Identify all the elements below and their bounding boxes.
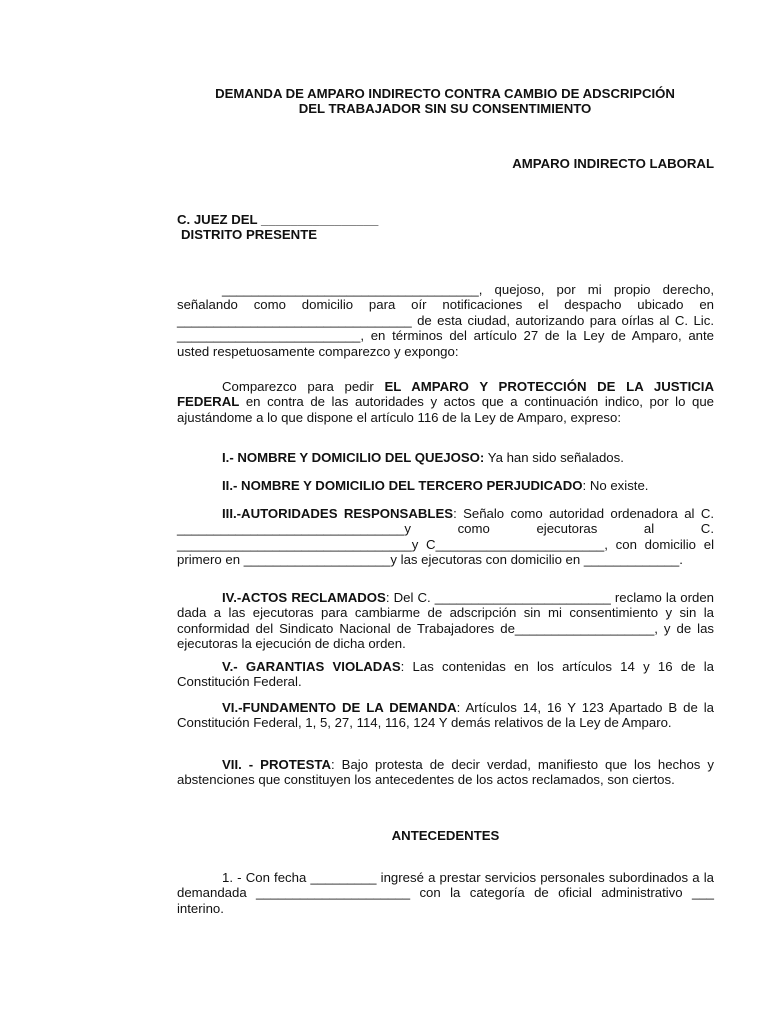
section-1 [177,450,714,465]
section-2 [177,478,714,493]
section-6 [177,700,714,731]
section-5 [177,659,714,690]
addressee-line-2: DISTRITO PRESENTE [181,227,318,243]
section-6-text: : Artículos 14, 16 Y 123 Apartado B de la Constitución Federal, 1, 5, 27, 114, 116, 124 Y demás relativos de la Ley de Amparo. [177,700,714,731]
intro-paragraph: ___________________________________, quejoso, por mi propio derecho, señalando como domicilio para oír notificaciones el despacho ubicado en ________________________________ de esta ciudad, autorizando para oírlas al C. Lic. _________________________, en términos del artículo 27 de la Ley de Amparo, ante usted respetuosamente comparezco y expongo: [177,282,714,359]
section-7 [177,757,714,788]
section-5-label: V.- GARANTIAS VIOLADAS [222,659,401,674]
title-line-1: DEMANDA DE AMPARO INDIRECTO CONTRA CAMBIO DE ADSCRIPCIÓN [215,86,675,101]
section-7-text: : Bajo protesta de decir verdad, manifiesto que los hechos y abstenciones que constituyen los antecedentes de los actos reclamados, son ciertos. [177,757,714,788]
section-3-label: III.-AUTORIDADES RESPONSABLES [222,506,454,521]
document-subtitle: AMPARO INDIRECTO LABORAL [512,156,714,171]
antecedente-1: 1. - Con fecha _________ ingresé a prestar servicios personales subordinados a la demandada _____________________ con la categoría de oficial administrativo ___ interino. [177,870,714,916]
section-2-label: II.- NOMBRE Y DOMICILIO DEL TERCERO PERJUDICADO [222,478,583,493]
section-4 [177,590,714,652]
section-4-text: : Del C. ________________________ reclamo la orden dada a las ejecutoras para cambiarme de adscripción sin mi consentimiento y sin la conformidad del Sindicato Nacional de Trabajadores de___________________, y de las ejecutoras la ejecución de dicha orden. [177,590,714,652]
section-4-label: IV.-ACTOS RECLAMADOS [222,590,386,605]
addressee [177,212,714,243]
section-6-label: VI.-FUNDAMENTO DE LA DEMANDA [222,700,457,715]
section-5-text: : Las contenidas en los artículos 14 y 16 de la Constitución Federal. [177,659,714,690]
request-paragraph [177,379,714,425]
title-line-2: DEL TRABAJADOR SIN SU CONSENTIMIENTO [298,101,592,116]
antecedentes-heading: ANTECEDENTES [391,828,500,843]
section-1-label: I.- NOMBRE Y DOMICILIO DEL QUEJOSO: [222,450,485,465]
addressee-line-1: C. JUEZ DEL ________________ [177,212,379,227]
section-3 [177,506,714,568]
section-3-text: : Señalo como autoridad ordenadora al C. _______________________________y como ejecutoras al C. ________________________________y C_______________________, con domicilio el primero en ____________________y las ejecutoras con domicilio en _____________. [177,506,715,568]
request-post: en contra de las autoridades y actos que a continuación indico, por lo que ajustándome a lo que dispone el artículo 116 de la Ley de Amparo, expreso: [177,394,714,425]
section-1-text: Ya han sido señalados. [484,450,624,465]
request-pre: Comparezco para pedir [222,379,385,394]
section-7-label: VII. - PROTESTA [222,757,331,772]
request-bold: EL AMPARO Y PROTECCIÓN DE LA JUSTICIA FEDERAL [177,379,714,410]
section-2-text: : No existe. [582,478,649,493]
document-title [150,86,740,116]
